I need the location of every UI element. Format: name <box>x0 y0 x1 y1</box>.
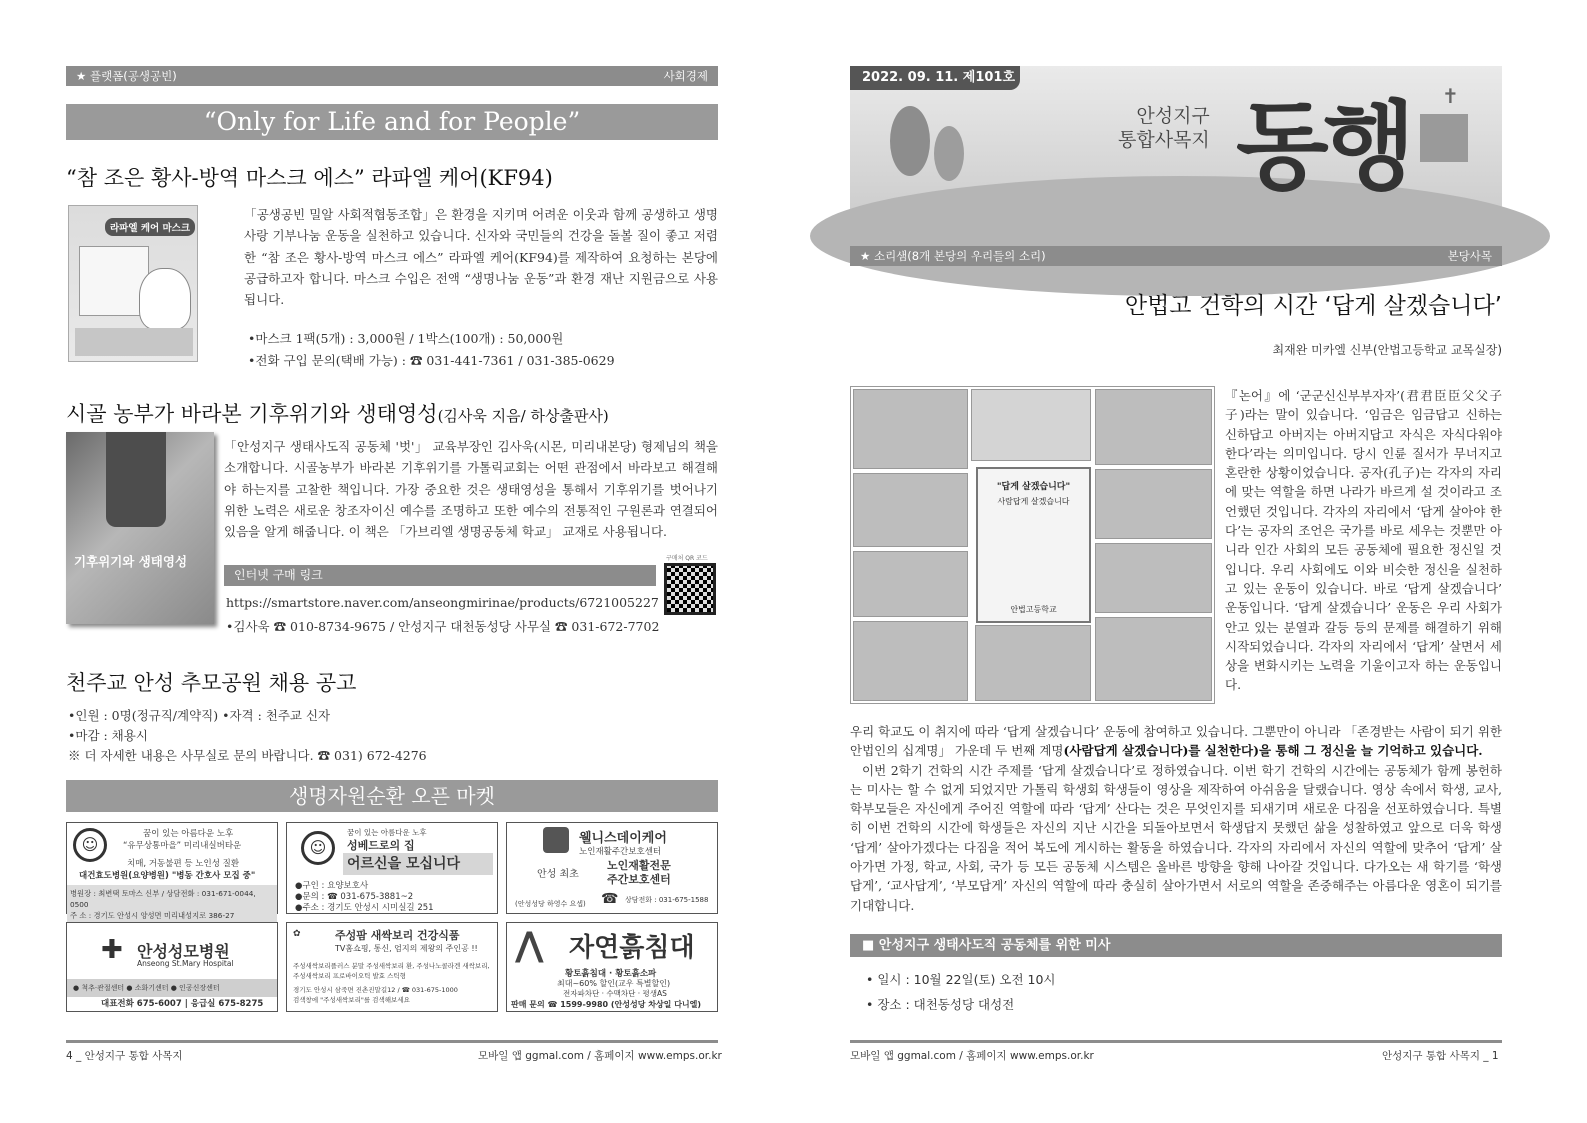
photo <box>1095 389 1212 465</box>
ad6-line5: 판매 문의 ☎ 1599-9980 (안성성당 차상일 다니엘) <box>511 1000 702 1009</box>
article-full-text <box>850 722 1502 915</box>
boots-figure <box>106 432 166 527</box>
recruit-note: ※ 더 자세한 내용은 사무실로 문의 바랍니다. ☎ 031) 672-4276 <box>68 748 427 763</box>
slogan-banner: “Only for Life and for People” <box>66 104 718 140</box>
ad5-line3: 주성새싹보리플러스 분말 주성새싹보리 환, 주성나노콜라겐 새싹보리, <box>293 962 490 970</box>
smile-logo-icon: ☺ <box>301 831 335 865</box>
cross-icon: ✝ <box>1442 84 1459 108</box>
photo <box>975 625 1091 701</box>
mask-phone: •전화 구입 문의(택배 가능) : ☎ 031-441-7361 / 031-385-0629 <box>248 353 615 368</box>
ad4-line3: ● 척추·관절센터 ● 소화기센터 ● 인공신장센터 <box>67 979 277 997</box>
ad5-line5: 경기도 안성시 삼죽면 진촌진말길12 / ☎ 031-675-1000 <box>293 986 458 994</box>
ad3-line4: 주간보호센터 <box>607 873 671 886</box>
book-contact: •김사욱 ☎ 010-8734-9675 / 안성지구 대천동성당 사무실 ☎ 031-672-7702 <box>226 619 660 634</box>
book-title-main: 시골 농부가 바라본 기후위기와 생태영성 <box>66 402 438 426</box>
ad3-line3: 노인재활전문 <box>607 859 671 872</box>
section-category: 사회경제 <box>663 69 708 83</box>
ad1-line2: “유무상통마을” 미리내실버타운 <box>123 841 242 851</box>
left-page <box>0 0 790 1123</box>
smile-logo-icon: ☺ <box>73 828 107 862</box>
ad5-line4: 주성새싹보리 프로바이오틱 발효 스틱형 <box>293 972 406 980</box>
photo <box>1095 617 1212 701</box>
footer-web[interactable]: 모바일 앱 ggmal.com / 홈페이지 www.emps.or.kr <box>850 1050 1094 1062</box>
ad4-line2: Anseong St.Mary Hospital <box>137 959 234 968</box>
section-category: 본당사목 <box>1447 249 1492 263</box>
section-header-label: ★ 소리샘(8개 본당의 우리들의 소리) <box>860 249 1046 263</box>
mass-notice-title: ■ 안성지구 생태사도직 공동체를 위한 미사 <box>850 934 1502 957</box>
mask-icon <box>139 268 191 330</box>
footer-page-label: 안성지구 통합 사목지 _ 1 <box>1382 1050 1499 1062</box>
ad2-line1: 꿈이 있는 아름다운 노후 <box>347 828 427 837</box>
article-text-part1: 우리 학교도 이 취지에 따라 ‘답게 살겠습니다’ 운동에 참여하고 있습니다. 그뿐만이 아니라 「존경받는 사람이 되기 위한 안법인의 십계명」 가운데 두 번째 계명 <box>850 724 1502 759</box>
book-article-body: 「안성지구 생태사도직 공동체 '벗'」 교육부장인 김사욱(시몬, 미리내본당) 형제님의 책을 소개합니다. 시골농부가 바라본 기후위기를 가톨릭교회는 어떤 관점에서 바라보고 해결해야 하는지를 고찰한 책입니다. 가장 중요한 것은 생태영성을 통해서 기후위기를 벗어나기 위한 노력은 새로운 창조자이신 예수를 조명하고 또한 예수의 전통적인 구원론과 연결되어 있음을 알게 해줍니다. 이 책은 「가브리엘 생명공동체 학교」 교재로 사용됩니다. <box>224 439 718 540</box>
masthead-name-line1: 안성지구 <box>1136 105 1210 127</box>
ad5-line2: TV홈쇼핑, 통신, 엄지의 제왕의 주인공 !! <box>335 944 478 953</box>
recruit-line-2: •마감 : 채용시 <box>68 728 148 743</box>
hospital-cross-icon: ✚ <box>101 935 123 965</box>
mask-product-image <box>68 205 198 362</box>
ad2-line5: ●문의 : ☎ 031-675-3881~2 <box>295 892 414 902</box>
section-header-bar <box>66 66 718 86</box>
article-column-text: 『논어』에 ‘군군신신부부자자’(君君臣臣父父子子)라는 말이 있습니다. ‘임금은 임금답고 신하는 신하답고 아버지는 아버지답고 자식은 자식다워야 한다’라는 의미입니다. 당시 인륜 질서가 무너지고 혼란한 상황이었습니다. 공자(孔子)는 각자의 자리에 맞는 역할을 하면 나라가 바르게 설 것이라고 조언했던 것입니다. 각자의 자리에서 ‘답게 살아야 한다’는 공자의 조언은 국가를 바로 세우는 것뿐만 아니라 인간 사회의 모든 공동체에 필요한 정신일 것입니다. 우리 사회에도 이와 비슷한 정신을 실천하고 있는 운동이 있습니다. 바로 ‘답게 살겠습니다’ 운동입니다. ‘답게 살겠습니다’ 운동은 우리 사회가 안고 있는 분열과 갈등 등의 문제를 해결하기 위해 시작되었습니다. 각자의 자리에서 ‘답게’ 살면서 세상을 변화시키는 노력을 기울이고자 하는 운동입니다. <box>1225 388 1502 693</box>
buy-link-label: 인터넷 구매 링크 <box>224 565 656 586</box>
book-purchase-url[interactable]: https://smartstore.naver.com/anseongmirinae/products/6721005227 <box>226 595 659 610</box>
ad3-line5: 안성 최초 <box>537 869 579 880</box>
footer-divider <box>850 1040 1502 1043</box>
mask-ad-footer <box>75 328 193 356</box>
ad2-line6: ●주소 : 경기도 안성시 시미실길 251 <box>295 903 434 913</box>
phone-icon: ☎ <box>601 891 619 907</box>
photo <box>1095 469 1212 539</box>
mask-article-title: “참 조은 황사-방역 마스크 에스” 라파엘 케어(KF94) <box>66 166 553 190</box>
pledge-poster <box>976 467 1091 623</box>
masthead-name <box>1118 104 1210 152</box>
mass-date: • 일시 : 10월 22일(토) 오전 10시 <box>866 972 1056 987</box>
ad6-line3: 최대~60% 할인(교우 특별할인) <box>557 979 671 988</box>
article-text-part2: 이번 2학기 건학의 시간 주제를 ‘답게 살겠습니다’로 정하였습니다. 이번 학기 건학의 시간에는 공동체가 함께 봉헌하는 미사는 할 수 없게 되었지만 가톨릭 학생회 학생들이 영상을 제작하여 아쉬움을 달랬습니다. 영상 속에서 학생, 교사, 학부모들은 자신에게 주어진 역할에 따라 ‘답게’ 산다는 것은 무엇인지를 되새기며 새로운 다짐을 선포하였습니다. 특별히 이번 건학의 시간에 학생들은 자신의 지난 시간을 되돌아보면서 학생답지 못했던 삶을 성찰하였고 앞으로 더욱 학생 ‘답게’ 살아가겠다는 다짐을 적어 복도에 게시하는 활동을 하였습니다. 각자의 자리에서 자신의 역할에 맞추어 ‘답게’ 살아가면 가정, 학교, 사회, 국가 등 모든 공동체 시스템은 올바른 방향을 향해 나아갈 것입니다. 다가오는 새 학기를 ‘학생답게’, ‘교사답게’, ‘부모답게’ 자신의 역할에 따라 충실히 살아가면서 서로의 역할을 존중해주는 아름다운 영혼이 되기를 기대합니다. <box>850 762 1502 913</box>
church-icon <box>1420 114 1468 162</box>
ad3-line6: 상담전화 : 031-675-1588 <box>625 896 709 904</box>
ad2-line4: ●구인 : 요양보호사 <box>295 881 369 891</box>
section-header-bar <box>850 246 1502 266</box>
photo <box>853 621 968 701</box>
mask-article-body: 「공생공빈 밀알 사회적협동조합」은 환경을 지키며 어려운 이웃과 함께 공생하고 생명사랑 기부나눔 운동을 실천하고 있습니다. 신자와 국민들의 건강을 돌볼 질이 좋고 저렴한 “참 조은 황사-방역 마스크 에스” 라파엘 케어(KF94)를 제작하여 요청하는 본당에 공급하고자 합니다. 마스크 수입은 전액 “생명나눔 운동”과 환경 재난 지원금으로 사용됩니다. <box>244 207 718 308</box>
book-cover-title: 기후위기와 생태영성 <box>74 554 188 569</box>
poster-school: 안법고등학교 <box>1010 605 1057 614</box>
ad1-line6: 주 소 : 경기도 안성시 양성면 미리내성지로 386-27 <box>70 911 235 920</box>
ad6-line4: 전자파차단 · 수맥차단 · 평생AS <box>563 989 667 998</box>
ad4-line1: 안성성모병원 <box>137 942 230 961</box>
footer-web[interactable]: 모바일 앱 ggmal.com / 홈페이지 www.emps.or.kr <box>478 1050 722 1062</box>
ad1-line4: 대건효도병원(요양병원) "병동 간호사 모집 중" <box>79 871 256 881</box>
photo <box>971 389 1091 461</box>
recruit-title: 천주교 안성 추모공원 채용 공고 <box>66 671 357 695</box>
ad3-line1: 웰니스데이케어 <box>579 831 667 846</box>
ad6-line1: 자연흙침대 <box>569 933 695 963</box>
poster-sub: 사람답게 살겠습니다 <box>997 497 1070 506</box>
book-article-title <box>66 398 609 428</box>
poster-title: "답게 살겠습니다" <box>996 482 1071 492</box>
ad6-line2: 황토흙침대 · 황토흙소파 <box>565 969 657 979</box>
photo <box>1095 543 1212 613</box>
ad1-contact-band <box>67 885 277 924</box>
mask-ad-label: 라파엘 케어 마스크 <box>105 218 195 236</box>
photo-collage <box>850 386 1215 704</box>
section-header-label: ★ 플랫폼(공생공빈) <box>76 69 177 83</box>
hill-shape <box>810 176 1550 296</box>
ad1-line5: 병원장 : 최변택 토마스 신부 / 상담전화 : 031-671-0044, 0500 <box>70 889 256 909</box>
mass-place: • 장소 : 대천동성당 대성전 <box>866 997 1015 1012</box>
ad-jusung-farm[interactable] <box>286 922 498 1012</box>
tree-icon <box>934 126 964 181</box>
ad5-line1: 주성팜 새싹보리 건강식품 <box>335 929 460 942</box>
article-text-bold: (사람답게 살겠습니다)를 실천한다)을 통해 그 정신을 늘 기억하고 있습니다. <box>1063 743 1483 759</box>
wellness-logo-icon <box>543 827 569 853</box>
ad5-line6: 검색창에 "주성새싹보리"를 검색해보세요 <box>293 996 410 1004</box>
photo <box>853 551 968 617</box>
ad2-line2: 성베드로의 집 <box>347 839 415 852</box>
bed-logo-icon: ⋀ <box>515 925 544 965</box>
ad-natural-bed[interactable] <box>506 922 718 1012</box>
footer-page-label: 4 _ 안성지구 통합 사목지 <box>66 1050 183 1062</box>
mask-price: •마스크 1팩(5개) : 3,000원 / 1박스(100개) : 50,000원 <box>248 331 564 346</box>
qr-caption: 구매처 QR 코드 <box>666 555 708 562</box>
market-banner: 생명자원순환 오픈 마켓 <box>66 780 718 812</box>
book-title-note: (김사욱 지음/ 하상출판사) <box>437 407 609 425</box>
ad-silver-town[interactable] <box>66 822 278 920</box>
ad-wellness-daycare[interactable] <box>506 822 718 914</box>
tree-icon <box>890 106 930 176</box>
ad2-line3: 어르신을 모십니다 <box>343 853 493 875</box>
recruit-line-1: •인원 : 0명(정규직/계약직) •자격 : 천주교 신자 <box>68 708 331 723</box>
article-headline: 안법고 건학의 시간 ‘답게 살겠습니다’ <box>1124 293 1502 319</box>
book-cover-image <box>66 432 214 624</box>
ad4-line4: 대표전화 675-6007 | 응급실 675-8275 <box>101 999 264 1009</box>
photo <box>853 473 968 547</box>
qr-code[interactable] <box>664 563 716 615</box>
jusung-logo-icon: ✿ <box>293 929 301 939</box>
ad-st-peter-house[interactable] <box>286 822 498 914</box>
issue-date: 2022. 09. 11. 제101호 <box>850 66 1020 90</box>
masthead-logo: 동행 <box>1236 90 1410 203</box>
ad3-line2: 노인재활주간보호센터 <box>579 847 662 857</box>
ad1-line1: 꿈이 있는 아름다운 노후 <box>143 829 234 839</box>
article-byline: 최재완 미카엘 신부(안법고등학교 교목실장) <box>1272 343 1502 357</box>
masthead-name-line2: 통합사목지 <box>1118 129 1210 151</box>
photo <box>853 389 968 469</box>
ad-st-mary-hospital[interactable] <box>66 922 278 1012</box>
ad3-line7: (안성성당 하영수 요셉) <box>515 900 586 908</box>
footer-divider <box>66 1040 718 1043</box>
ad1-line3: 치매, 거동불편 등 노인성 질환 <box>127 859 240 869</box>
